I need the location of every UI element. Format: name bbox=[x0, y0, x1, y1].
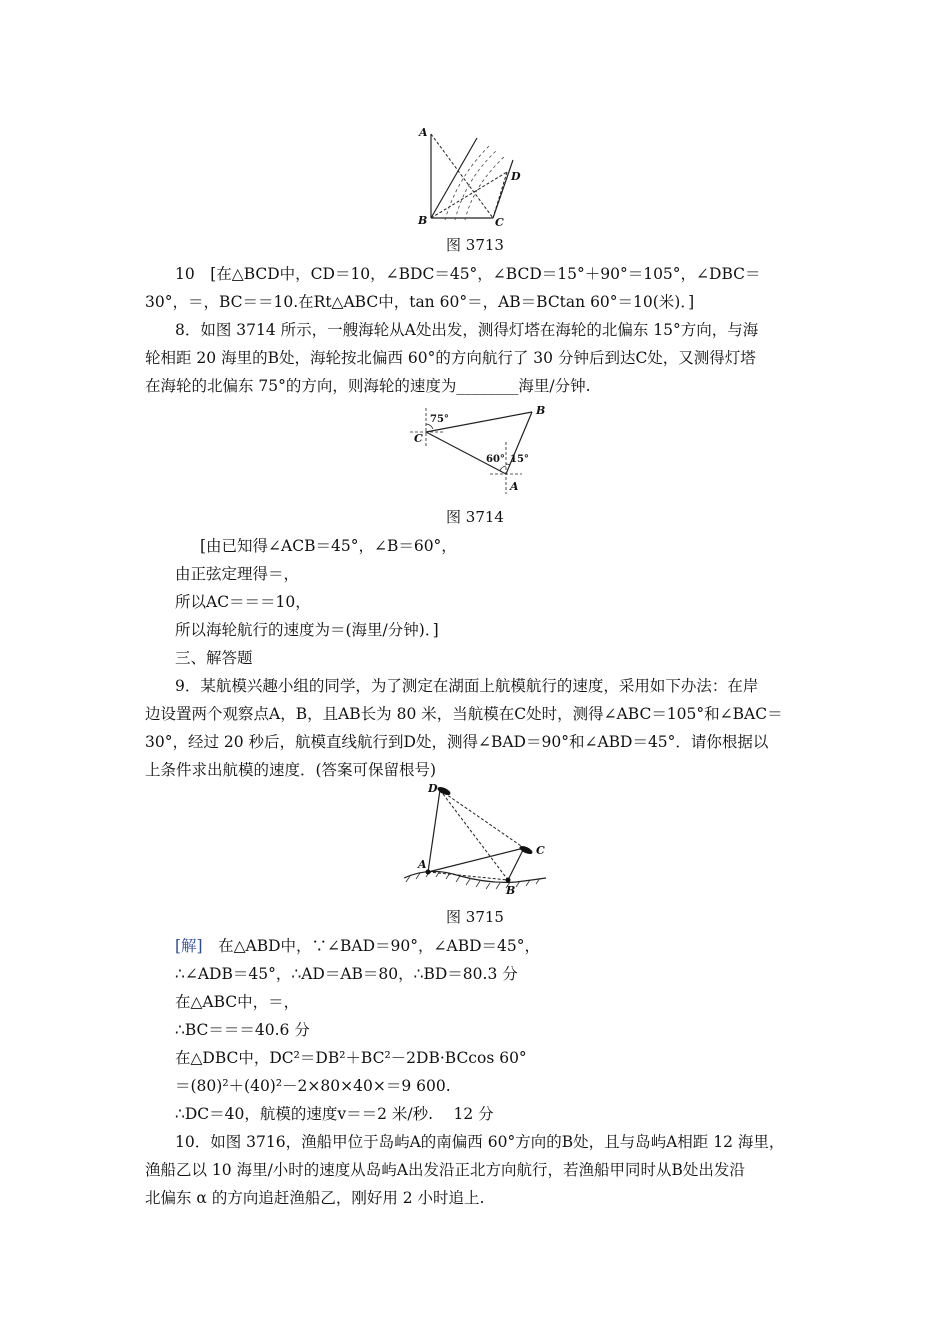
fig3715-line-bc bbox=[508, 848, 524, 880]
fig3715-line-ad bbox=[428, 790, 440, 872]
fig3713-label-a: A bbox=[419, 126, 428, 139]
fig3715-line-dc bbox=[440, 790, 524, 848]
figure-3714 bbox=[0, 402, 950, 498]
question-10-line-3: 北偏东 α 的方向追赶渔船乙，刚好用 2 小时追上. bbox=[145, 1189, 485, 1207]
question-9-line-3: 30°，经过 20 秒后，航模直线航行到D处，测得∠BAD＝90°和∠ABD＝45°．请你根据以 bbox=[145, 733, 769, 751]
fig3715-line-ac bbox=[428, 848, 524, 872]
solution-tag: [解] bbox=[175, 937, 203, 955]
answer-8-line-2: 由正弦定理得＝， bbox=[175, 565, 300, 583]
solution-9-line-4: ∴BC＝＝＝40.6 分 bbox=[175, 1021, 310, 1039]
question-10-line-1: 10．如图 3716，渔船甲位于岛屿A的南偏西 60°方向的B处，且与岛屿A相距 12 海里， bbox=[175, 1133, 785, 1151]
solution-9-line-2: ∴∠ADB＝45°，∴AD＝AB＝80，∴BD＝80.3 分 bbox=[175, 965, 518, 983]
question-10-line-2: 渔船乙以 10 海里/小时的速度从岛屿A出发沿正北方向航行，若渔船甲同时从B处出发沿 bbox=[145, 1161, 745, 1179]
fig3714-label-c: C bbox=[414, 432, 423, 445]
figure-3713 bbox=[0, 120, 950, 230]
solution-9-line-1 bbox=[175, 934, 845, 958]
answer-8-line-4: 所以海轮航行的速度为＝(海里/分钟)．] bbox=[175, 621, 439, 639]
fig3715-label-a: A bbox=[418, 858, 427, 871]
fig3714-angle-c: 75° bbox=[430, 414, 449, 425]
solution-9-line-3: 在△ABC中，＝， bbox=[175, 993, 300, 1011]
fig3713-line-ac bbox=[431, 134, 493, 218]
figure-3715-caption: 图 3715 bbox=[446, 908, 504, 926]
fig3715-line-ab bbox=[428, 872, 508, 880]
fig3713-label-c: C bbox=[495, 216, 504, 229]
fig3714-label-b: B bbox=[536, 404, 546, 417]
fig3713-label-b: B bbox=[418, 214, 428, 227]
fig3713-bank-right bbox=[493, 160, 513, 218]
figure-3715-diagram bbox=[400, 780, 550, 900]
question-8-line-2: 轮相距 20 海里的B处，海轮按北偏西 60°的方向航行了 30 分钟后到达C处，又测得灯塔 bbox=[145, 349, 756, 367]
figure-3713-caption: 图 3713 bbox=[446, 236, 504, 254]
fig3715-label-b: B bbox=[506, 884, 516, 897]
fig3714-angle-a1: 60° bbox=[486, 454, 505, 465]
section-heading: 三、解答题 bbox=[175, 649, 253, 667]
fig3715-shore-hatch bbox=[406, 871, 540, 889]
fig3713-bank-left bbox=[431, 138, 477, 218]
fig3714-label-a: A bbox=[510, 480, 519, 493]
solution-9-line-6: ＝(80)²＋(40)²－2×80×40×＝9 600. bbox=[175, 1077, 451, 1095]
question-8-line-3: 在海轮的北偏东 75°的方向，则海轮的速度为________海里/分钟. bbox=[145, 377, 591, 395]
fig3714-line-ca bbox=[426, 432, 506, 474]
solution-9-line-5: 在△DBC中，DC²＝DB²＋BC²－2DB·BCcos 60° bbox=[175, 1049, 527, 1067]
fig3715-label-d: D bbox=[428, 782, 438, 795]
figure-3714-diagram bbox=[400, 402, 550, 498]
fig3713-label-d: D bbox=[511, 170, 521, 183]
answer-7-line-1: 10 [在△BCD中，CD＝10，∠BDC＝45°，∠BCD＝15°＋90°＝105°，∠DBC＝ bbox=[175, 265, 761, 283]
figure-3715 bbox=[0, 780, 950, 900]
answer-8-line-1: [由已知得∠ACB＝45°，∠B＝60°， bbox=[200, 537, 457, 555]
question-8-line-1: 8．如图 3714 所示，一艘海轮从A处出发，测得灯塔在海轮的北偏东 15°方向，与海 bbox=[175, 321, 759, 339]
fig3714-angle-a2: 15° bbox=[510, 454, 529, 465]
fig3714-arc-a1 bbox=[500, 466, 506, 471]
question-9-line-1: 9．某航模兴趣小组的同学，为了测定在湖面上航模航行的速度，采用如下办法：在岸 bbox=[175, 677, 759, 695]
solution-9-line-7: ∴DC＝40，航模的速度v＝＝2 米/秒. 12 分 bbox=[175, 1105, 494, 1123]
fig3715-label-c: C bbox=[536, 844, 545, 857]
answer-7-line-2: 30°，＝，BC＝＝10.在Rt△ABC中，tan 60°＝，AB＝BCtan 60°＝10(米)．] bbox=[145, 293, 695, 311]
figure-3713-diagram bbox=[415, 120, 535, 230]
fig3715-point-b bbox=[506, 878, 511, 883]
question-9-line-4: 上条件求出航模的速度．(答案可保留根号) bbox=[145, 761, 437, 779]
figure-3714-caption: 图 3714 bbox=[446, 508, 504, 526]
solution-9-text-1: 在△ABD中，∵∠BAD＝90°，∠ABD＝45°， bbox=[218, 937, 541, 955]
answer-8-line-3: 所以AC＝＝＝10， bbox=[175, 593, 311, 611]
question-9-line-2: 边设置两个观察点A，B，且AB长为 80 米，当航模在C处时，测得∠ABC＝105°和∠BAC＝ bbox=[145, 705, 783, 723]
